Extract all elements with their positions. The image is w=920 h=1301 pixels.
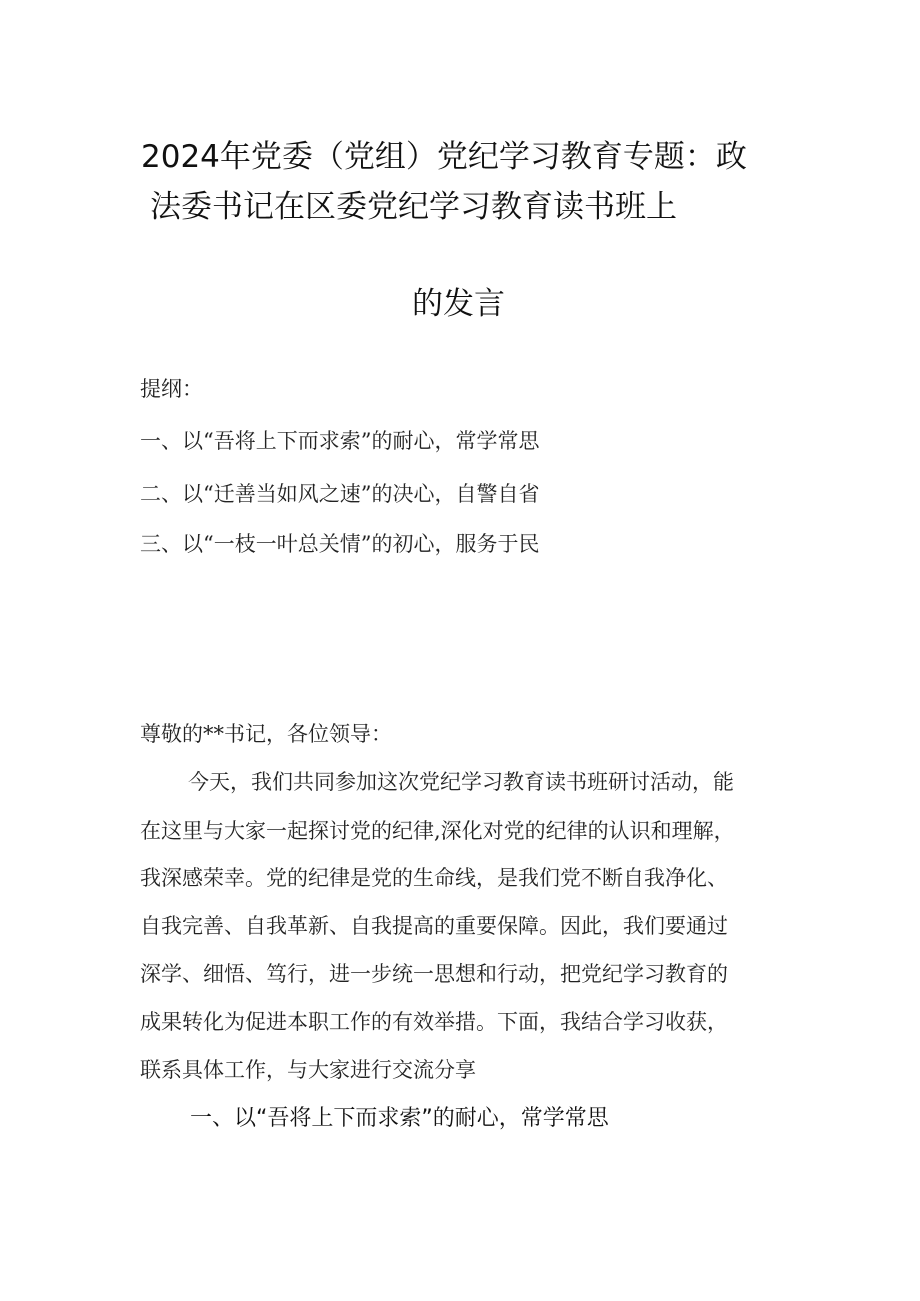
outline-item-3: 三、以“一枝一叶总关情”的初心，服务于民	[140, 532, 540, 556]
outline-item-1: 一、以“吾将上下而求索”的耐心，常学常思	[140, 429, 540, 453]
document-title-line-1: 2024年党委（党组）党纪学习教育专题：政	[141, 139, 747, 175]
document-title-line-2: 法委书记在区委党纪学习教育读书班上	[150, 189, 677, 225]
document-title-line-3: 的发言	[412, 286, 505, 322]
salutation: 尊敬的**书记，各位领导：	[140, 722, 392, 746]
paragraph-line: 在这里与大家一起探讨党的纪律,深化对党的纪律的认识和理解，	[140, 819, 735, 843]
paragraph-line: 联系具体工作，与大家进行交流分享	[140, 1058, 476, 1082]
paragraph-line: 今天，我们共同参加这次党纪学习教育读书班研讨活动，能	[188, 770, 734, 794]
paragraph-line: 成果转化为促进本职工作的有效举措。下面，我结合学习收获，	[140, 1010, 728, 1034]
paragraph-line: 深学、细悟、笃行，进一步统一思想和行动，把党纪学习教育的	[140, 962, 728, 986]
section-heading-1: 一、以“吾将上下而求索”的耐心，常学常思	[190, 1106, 609, 1131]
outline-label: 提纲：	[140, 377, 203, 401]
paragraph-line: 我深感荣幸。党的纪律是党的生命线，是我们党不断自我净化、	[140, 866, 728, 890]
outline-item-2: 二、以“迁善当如风之速”的决心，自警自省	[140, 482, 540, 506]
paragraph-line: 自我完善、自我革新、自我提高的重要保障。因此，我们要通过	[140, 914, 728, 938]
